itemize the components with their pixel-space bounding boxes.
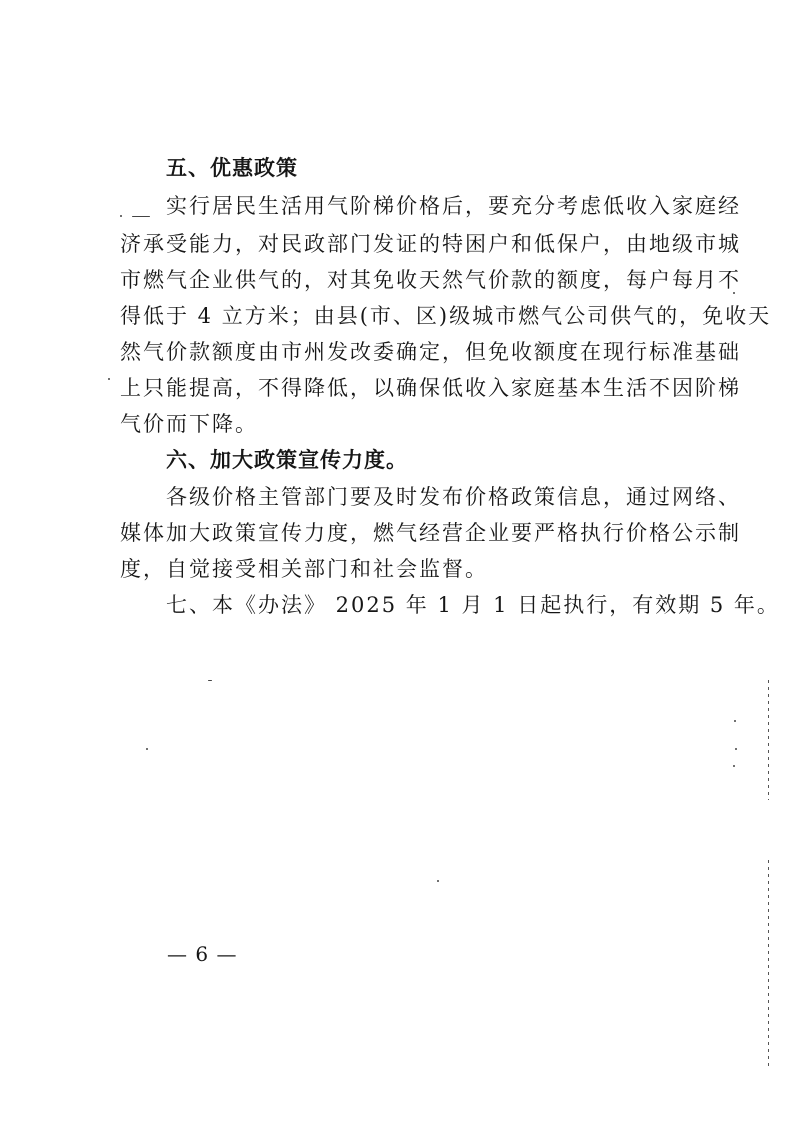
section-five-line-1: 实行居民生活用气阶梯价格后，要充分考虑低收入家庭经 <box>166 194 741 218</box>
section-five-line-4: 得低于 4 立方米；由县(市、区)级城市燃气公司供气的，免收天 <box>120 304 772 328</box>
section-seven-line: 七、本《办法》 2025 年 1 月 1 日起执行，有效期 5 年。 <box>166 593 780 617</box>
page-number: — 6 — <box>167 942 238 966</box>
scan-speck <box>208 680 212 681</box>
section-six-heading: 六、加大政策宣传力度。 <box>166 447 408 472</box>
section-five-heading: 五、优惠政策 <box>166 155 298 180</box>
scan-speck <box>132 216 150 217</box>
scan-speck <box>437 880 439 882</box>
section-five-line-2: 济承受能力，对民政部门发证的特困户和低保户，由地级市城 <box>120 232 741 256</box>
section-six-line-2: 媒体加大政策宣传力度，燃气经营企业要严格执行价格公示制 <box>120 521 741 545</box>
scan-speck <box>120 215 122 217</box>
scan-speck <box>146 748 148 750</box>
section-six-line-1: 各级价格主管部门要及时发布价格政策信息，通过网络、 <box>166 485 741 509</box>
section-five-line-6: 上只能提高，不得降低，以确保低收入家庭基本生活不因阶梯 <box>120 376 741 400</box>
scan-speck <box>734 720 736 722</box>
section-six-line-3: 度，自觉接受相关部门和社会监督。 <box>120 557 488 581</box>
scan-speck <box>733 765 735 767</box>
section-five-line-5: 然气价款额度由市州发改委确定，但免收额度在现行标准基础 <box>120 340 741 364</box>
scan-speck <box>733 292 735 294</box>
scan-edge-mark <box>768 680 769 800</box>
scan-speck <box>735 748 737 750</box>
scan-speck <box>108 378 110 380</box>
scan-edge-mark <box>768 860 769 1070</box>
section-five-line-7: 气价而下降。 <box>120 412 258 436</box>
section-five-line-3: 市燃气企业供气的，对其免收天然气价款的额度，每户每月不 <box>120 268 741 292</box>
